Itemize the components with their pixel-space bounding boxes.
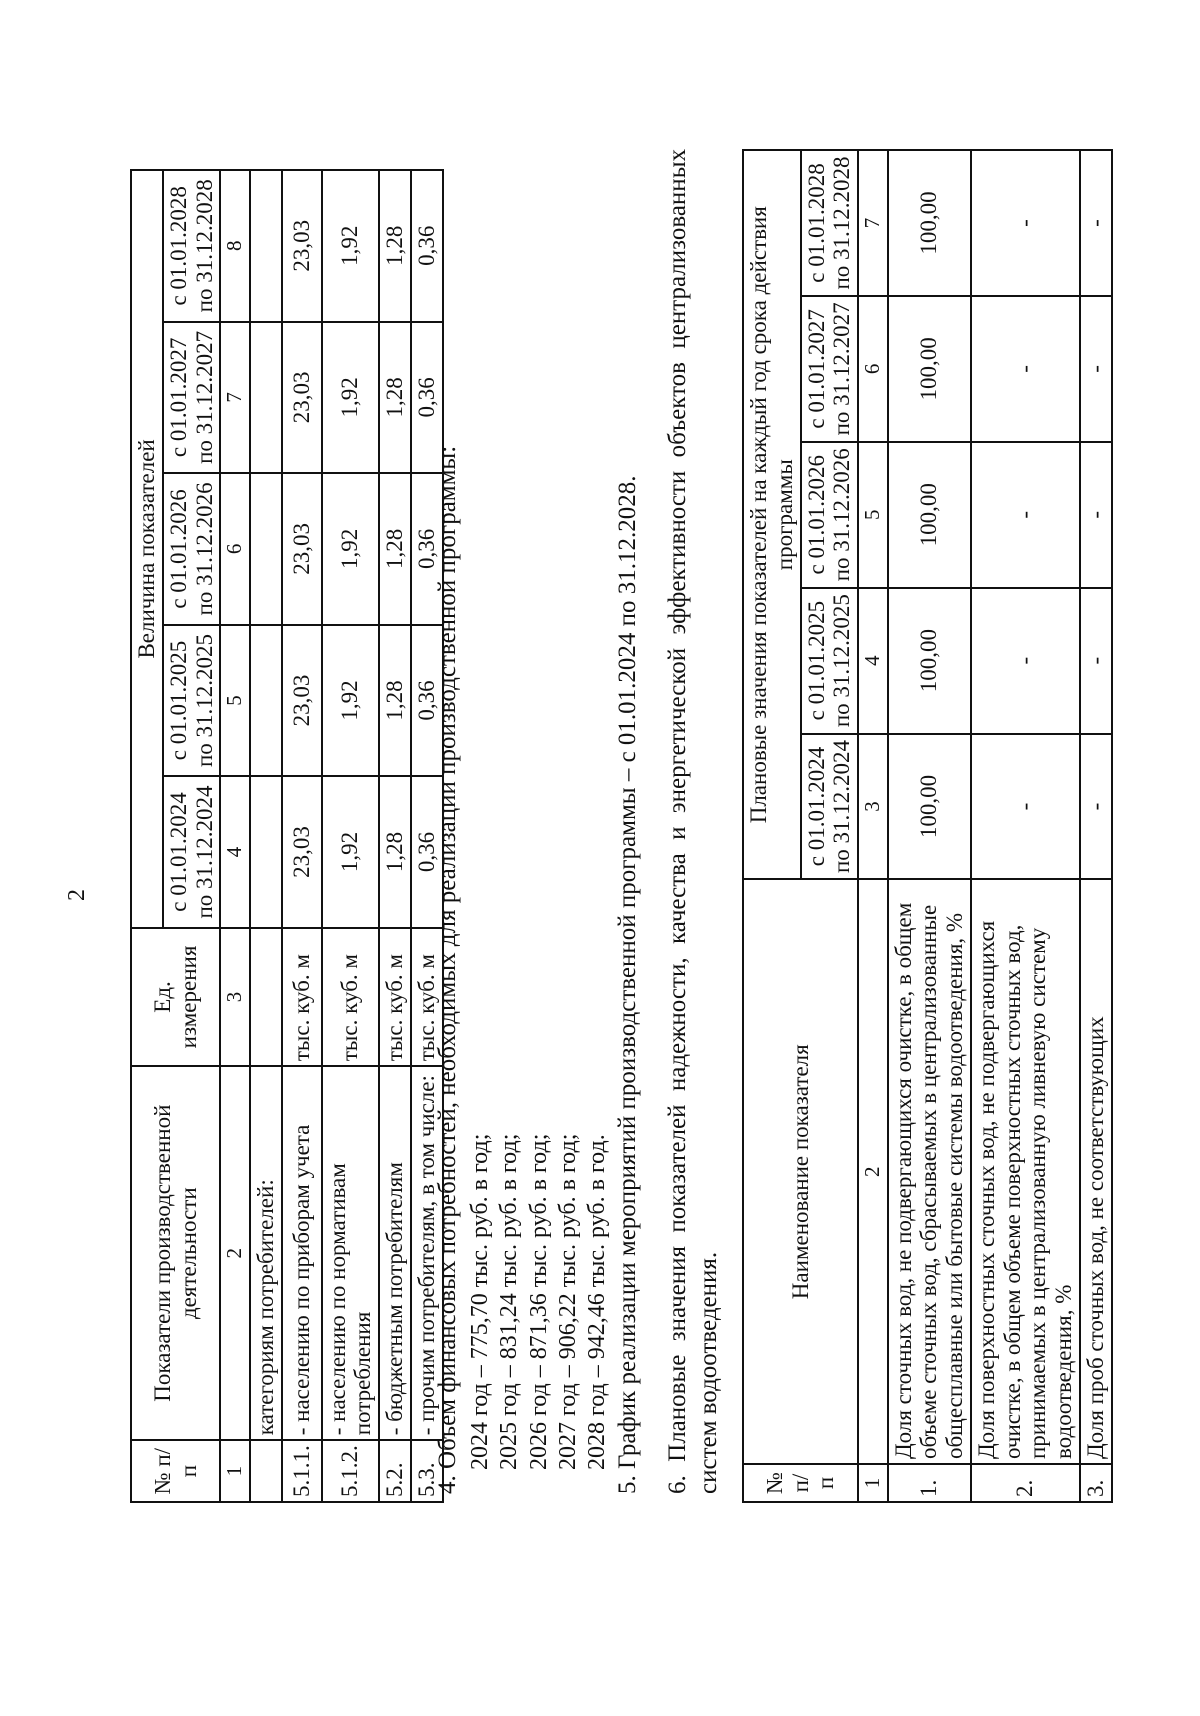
category-row: категориям потребителей: — [250, 1066, 282, 1440]
header-period: с 01.01.2025 по 31.12.2025 — [163, 625, 221, 777]
table-row: 5.2. - бюджетным потребителям тыс. куб. м 1,28 1,28 1,28 1,28 1,28 — [379, 170, 411, 1502]
list-item: 2028 год – 942,46 тыс. руб. в год. — [584, 1134, 611, 1470]
list-item: 2024 год – 775,70 тыс. руб. в год; — [467, 1133, 493, 1470]
col-number: 4 — [858, 588, 888, 734]
col-number: 1 — [220, 1440, 250, 1502]
header-indicator-name: Наименование показателя — [743, 879, 858, 1464]
col-number: 4 — [220, 776, 250, 928]
col-number: 3 — [220, 928, 250, 1066]
production-indicators-table — [130, 169, 444, 1503]
table-row: 5.3. - прочим потребителям, в том числе: тыс. куб. м 0,36 0,36 0,36 0,36 0,36 — [411, 170, 443, 1502]
table-row: 3. Доля проб сточных вод, не соответствующих - - - - - — [1080, 150, 1112, 1502]
header-period: с 01.01.2026 по 31.12.2026 — [163, 473, 221, 625]
header-unit: Ед. измерения — [131, 928, 220, 1066]
section-5-text: 5. График реализации мероприятий производственной программы – с 01.01.2024 по 31.12.2028. — [614, 475, 641, 1494]
header-period: с 01.01.2028 по 31.12.2028 — [163, 170, 221, 322]
col-number: 8 — [220, 170, 250, 322]
col-number: 2 — [858, 879, 888, 1464]
col-number: 7 — [858, 150, 888, 296]
section-6-text: 6. Плановые значения показателей надежности, качества и энергетической эффективности объектов централизованных систем водоотведения. — [664, 149, 723, 1494]
header-period: с 01.01.2025 по 31.12.2025 — [801, 588, 859, 734]
table-row: 5.1.1. - населению по приборам учета тыс. куб. м 23,03 23,03 23,03 23,03 23,03 — [282, 170, 322, 1502]
header-period: с 01.01.2024 по 31.12.2024 — [801, 734, 859, 880]
header-period: с 01.01.2028 по 31.12.2028 — [801, 150, 859, 296]
header-num: № п/п — [131, 1440, 220, 1502]
header-period: с 01.01.2026 по 31.12.2026 — [801, 442, 859, 588]
col-number: 2 — [220, 1066, 250, 1440]
col-number: 5 — [220, 625, 250, 777]
header-period: с 01.01.2024 по 31.12.2024 — [163, 776, 221, 928]
reliability-indicators-table — [742, 149, 1113, 1503]
header-period: с 01.01.2027 по 31.12.2027 — [163, 322, 221, 474]
table-row: 5.1.2. - населению по нормативам потребления тыс. куб. м 1,92 1,92 1,92 1,92 1,92 — [322, 170, 380, 1502]
col-number: 7 — [220, 322, 250, 474]
header-values-group: Величина показателей — [131, 170, 163, 928]
col-number: 3 — [858, 734, 888, 880]
col-number: 5 — [858, 442, 888, 588]
section-4-title: 4. Объем финансовых потребностей, необходимых для реализации производственной программы: — [434, 445, 461, 1494]
header-indicator-name: Показатели производственной деятельности — [131, 1066, 220, 1440]
financial-needs-list — [466, 594, 612, 1494]
table-row: 2. Доля поверхностных сточных вод, не подвергающихся очистке, в общем объеме поверхностных сточных вод, принимаемых в централизованную ливневую систему водоотведения, % - - - - - — [971, 150, 1080, 1502]
col-number: 6 — [858, 296, 888, 442]
header-period: с 01.01.2027 по 31.12.2027 — [801, 296, 859, 442]
table-row: 1. Доля сточных вод, не подвергающихся очистке, в общем объеме сточных вод, сбрасываемых в централизованные общесплавные или бытовые системы водоотведения, % 100,00 100,00 100,00 100,00 100,00 — [888, 150, 971, 1502]
col-number: 1 — [858, 1464, 888, 1502]
col-number: 6 — [220, 473, 250, 625]
page-number: 2 — [64, 889, 90, 901]
header-num: № п/п — [743, 1464, 858, 1502]
list-item: 2026 год – 871,36 тыс. руб. в год; — [525, 1133, 552, 1470]
list-item: 2027 год – 906,22 тыс. руб. в год; — [554, 1133, 581, 1470]
list-item: 2025 год – 831,24 тыс. руб. в год; — [496, 1133, 523, 1470]
header-values-group: Плановые значения показателей на каждый год срока действия программы — [743, 150, 801, 879]
